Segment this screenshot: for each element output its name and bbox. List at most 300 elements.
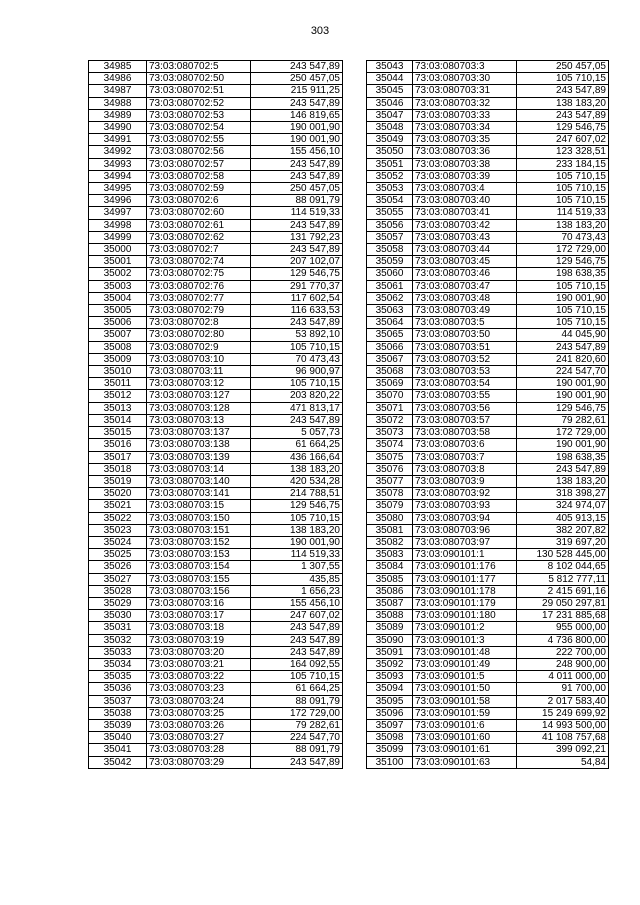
table-row: [367, 488, 609, 500]
row-number-cell: 35073: [367, 427, 413, 439]
cadastral-number-cell: 73:03:080703:28: [147, 744, 251, 756]
cadastral-number-cell: 73:03:080703:155: [147, 573, 251, 585]
value-cell: 15 249 699,92: [517, 707, 609, 719]
value-cell: 190 001,90: [517, 439, 609, 451]
value-cell: 190 001,90: [517, 378, 609, 390]
value-cell: 53 892,10: [251, 329, 343, 341]
row-number-cell: 35019: [89, 475, 147, 487]
value-cell: 114 519,33: [517, 207, 609, 219]
table-row: [367, 500, 609, 512]
value-cell: 955 000,00: [517, 622, 609, 634]
value-cell: 382 207,82: [517, 524, 609, 536]
table-row: [89, 500, 343, 512]
row-number-cell: 35045: [367, 85, 413, 97]
row-number-cell: 35023: [89, 524, 147, 536]
table-row: [367, 280, 609, 292]
row-number-cell: 35033: [89, 646, 147, 658]
value-cell: 17 231 885,68: [517, 610, 609, 622]
table-row: [367, 585, 609, 597]
cadastral-number-cell: 73:03:080703:43: [413, 231, 517, 243]
table-row: [89, 390, 343, 402]
cadastral-number-cell: 73:03:080703:4: [413, 183, 517, 195]
row-number-cell: 35092: [367, 658, 413, 670]
value-cell: 61 664,25: [251, 439, 343, 451]
table-row: [367, 597, 609, 609]
table-row: [89, 671, 343, 683]
row-number-cell: 35034: [89, 658, 147, 670]
cadastral-number-cell: 73:03:080703:48: [413, 292, 517, 304]
value-cell: 1 307,55: [251, 561, 343, 573]
table-row: [89, 244, 343, 256]
value-cell: 214 788,51: [251, 488, 343, 500]
cadastral-number-cell: 73:03:080703:127: [147, 390, 251, 402]
row-number-cell: 35095: [367, 695, 413, 707]
value-cell: 5 812 777,11: [517, 573, 609, 585]
table-row: [89, 158, 343, 170]
value-cell: 70 473,43: [251, 353, 343, 365]
row-number-cell: 35024: [89, 536, 147, 548]
cadastral-number-cell: 73:03:090101:59: [413, 707, 517, 719]
value-cell: 70 473,43: [517, 231, 609, 243]
cadastral-number-cell: 73:03:080702:74: [147, 256, 251, 268]
row-number-cell: 35078: [367, 488, 413, 500]
cadastral-number-cell: 73:03:080703:35: [413, 134, 517, 146]
cadastral-number-cell: 73:03:080703:27: [147, 732, 251, 744]
table-row: [89, 610, 343, 622]
cadastral-number-cell: 73:03:080703:10: [147, 353, 251, 365]
cadastral-number-cell: 73:03:080703:36: [413, 146, 517, 158]
row-number-cell: 35088: [367, 610, 413, 622]
row-number-cell: 35006: [89, 317, 147, 329]
row-number-cell: 35031: [89, 622, 147, 634]
cadastral-number-cell: 73:03:080703:6: [413, 439, 517, 451]
value-cell: 138 183,20: [517, 97, 609, 109]
value-cell: 190 001,90: [251, 122, 343, 134]
cadastral-number-cell: 73:03:080703:52: [413, 353, 517, 365]
cadastral-number-cell: 73:03:080703:97: [413, 536, 517, 548]
row-number-cell: 34998: [89, 219, 147, 231]
table-row: [367, 122, 609, 134]
cadastral-number-cell: 73:03:080703:55: [413, 390, 517, 402]
value-cell: 105 710,15: [517, 170, 609, 182]
table-row: [89, 427, 343, 439]
cadastral-number-cell: 73:03:080703:20: [147, 646, 251, 658]
value-cell: 105 710,15: [517, 73, 609, 85]
cadastral-number-cell: 73:03:080703:96: [413, 524, 517, 536]
table-row: [89, 292, 343, 304]
table-row: [89, 536, 343, 548]
value-cell: 131 792,23: [251, 231, 343, 243]
table-row: [89, 353, 343, 365]
row-number-cell: 34985: [89, 61, 147, 73]
row-number-cell: 35072: [367, 414, 413, 426]
cadastral-number-cell: 73:03:090101:1: [413, 549, 517, 561]
table-row: [367, 341, 609, 353]
table-row: [89, 695, 343, 707]
value-cell: 138 183,20: [251, 463, 343, 475]
row-number-cell: 35012: [89, 390, 147, 402]
row-number-cell: 35020: [89, 488, 147, 500]
value-cell: 4 736 800,00: [517, 634, 609, 646]
row-number-cell: 35064: [367, 317, 413, 329]
value-cell: 318 398,27: [517, 488, 609, 500]
row-number-cell: 35082: [367, 536, 413, 548]
value-cell: 243 547,89: [517, 85, 609, 97]
table-row: [89, 622, 343, 634]
row-number-cell: 35015: [89, 427, 147, 439]
table-row: [89, 195, 343, 207]
value-cell: 79 282,61: [517, 414, 609, 426]
table-row: [367, 561, 609, 573]
table-row: [89, 219, 343, 231]
cadastral-number-cell: 73:03:080703:12: [147, 378, 251, 390]
cadastral-number-cell: 73:03:080703:41: [413, 207, 517, 219]
value-cell: 2 415 691,16: [517, 585, 609, 597]
table-row: [367, 414, 609, 426]
row-number-cell: 35008: [89, 341, 147, 353]
table-row: [367, 549, 609, 561]
value-cell: 79 282,61: [251, 719, 343, 731]
cadastral-number-cell: 73:03:080703:153: [147, 549, 251, 561]
value-cell: 243 547,89: [251, 244, 343, 256]
table-row: [89, 231, 343, 243]
cadastral-number-cell: 73:03:080703:21: [147, 658, 251, 670]
cadastral-number-cell: 73:03:080703:7: [413, 451, 517, 463]
cadastral-number-cell: 73:03:080702:53: [147, 109, 251, 121]
table-row: [367, 329, 609, 341]
value-cell: 203 820,22: [251, 390, 343, 402]
table-row: [89, 61, 343, 73]
value-cell: 88 091,79: [251, 195, 343, 207]
row-number-cell: 35071: [367, 402, 413, 414]
table-row: [367, 610, 609, 622]
row-number-cell: 35056: [367, 219, 413, 231]
value-cell: 105 710,15: [517, 183, 609, 195]
value-cell: 105 710,15: [517, 305, 609, 317]
row-number-cell: 35011: [89, 378, 147, 390]
cadastral-number-cell: 73:03:080703:16: [147, 597, 251, 609]
table-row: [367, 170, 609, 182]
table-row: [89, 73, 343, 85]
row-number-cell: 34989: [89, 109, 147, 121]
row-number-cell: 35065: [367, 329, 413, 341]
value-cell: 114 519,33: [251, 207, 343, 219]
table-row: [89, 378, 343, 390]
value-cell: 233 184,15: [517, 158, 609, 170]
cadastral-number-cell: 73:03:080703:151: [147, 524, 251, 536]
table-row: [367, 402, 609, 414]
cadastral-number-cell: 73:03:080703:15: [147, 500, 251, 512]
table-row: [367, 353, 609, 365]
row-number-cell: 35089: [367, 622, 413, 634]
value-cell: 319 697,20: [517, 536, 609, 548]
table-row: [89, 475, 343, 487]
row-number-cell: 35076: [367, 463, 413, 475]
cadastral-number-cell: 73:03:080702:50: [147, 73, 251, 85]
table-row: [367, 292, 609, 304]
cadastral-number-cell: 73:03:080703:34: [413, 122, 517, 134]
value-cell: 243 547,89: [251, 97, 343, 109]
table-row: [89, 744, 343, 756]
cadastral-number-cell: 73:03:080703:53: [413, 366, 517, 378]
table-row: [367, 475, 609, 487]
row-number-cell: 35083: [367, 549, 413, 561]
row-number-cell: 35026: [89, 561, 147, 573]
cadastral-number-cell: 73:03:090101:58: [413, 695, 517, 707]
value-cell: 105 710,15: [251, 341, 343, 353]
table-row: [89, 549, 343, 561]
table-row: [367, 134, 609, 146]
value-cell: 138 183,20: [251, 524, 343, 536]
row-number-cell: 35063: [367, 305, 413, 317]
value-cell: 2 017 583,40: [517, 695, 609, 707]
value-cell: 420 534,28: [251, 475, 343, 487]
row-number-cell: 35018: [89, 463, 147, 475]
value-cell: 41 108 757,68: [517, 732, 609, 744]
cadastral-number-cell: 73:03:080703:24: [147, 695, 251, 707]
row-number-cell: 35099: [367, 744, 413, 756]
value-cell: 105 710,15: [517, 280, 609, 292]
table-row: [367, 231, 609, 243]
table-row: [89, 146, 343, 158]
row-number-cell: 35039: [89, 719, 147, 731]
cadastral-number-cell: 73:03:090101:5: [413, 671, 517, 683]
value-cell: 291 770,37: [251, 280, 343, 292]
cadastral-number-cell: 73:03:080703:39: [413, 170, 517, 182]
value-cell: 123 328,51: [517, 146, 609, 158]
cadastral-number-cell: 73:03:090101:50: [413, 683, 517, 695]
value-cell: 172 729,00: [517, 244, 609, 256]
value-cell: 190 001,90: [251, 536, 343, 548]
value-cell: 190 001,90: [517, 292, 609, 304]
table-row: [89, 256, 343, 268]
cadastral-number-cell: 73:03:090101:49: [413, 658, 517, 670]
value-cell: 243 547,89: [251, 61, 343, 73]
table-row: [89, 317, 343, 329]
row-number-cell: 35093: [367, 671, 413, 683]
value-cell: 8 102 044,65: [517, 561, 609, 573]
row-number-cell: 35001: [89, 256, 147, 268]
row-number-cell: 35057: [367, 231, 413, 243]
table-row: [89, 463, 343, 475]
value-cell: 91 700,00: [517, 683, 609, 695]
cadastral-number-cell: 73:03:080703:92: [413, 488, 517, 500]
cadastral-number-cell: 73:03:080703:26: [147, 719, 251, 731]
table-row: [89, 646, 343, 658]
row-number-cell: 35028: [89, 585, 147, 597]
row-number-cell: 35084: [367, 561, 413, 573]
value-cell: 105 710,15: [517, 195, 609, 207]
row-number-cell: 35049: [367, 134, 413, 146]
cadastral-number-cell: 73:03:080702:58: [147, 170, 251, 182]
row-number-cell: 35048: [367, 122, 413, 134]
cadastral-number-cell: 73:03:080703:44: [413, 244, 517, 256]
value-cell: 105 710,15: [517, 317, 609, 329]
cadastral-number-cell: 73:03:090101:48: [413, 646, 517, 658]
value-cell: 1 656,23: [251, 585, 343, 597]
row-number-cell: 35035: [89, 671, 147, 683]
value-cell: 247 607,02: [517, 134, 609, 146]
value-cell: 129 546,75: [517, 256, 609, 268]
row-number-cell: 35030: [89, 610, 147, 622]
row-number-cell: 35037: [89, 695, 147, 707]
value-cell: 61 664,25: [251, 683, 343, 695]
cadastral-number-cell: 73:03:080703:3: [413, 61, 517, 73]
cadastral-number-cell: 73:03:090101:3: [413, 634, 517, 646]
value-cell: 405 913,15: [517, 512, 609, 524]
table-row: [367, 366, 609, 378]
row-number-cell: 35005: [89, 305, 147, 317]
row-number-cell: 35085: [367, 573, 413, 585]
table-row: [89, 341, 343, 353]
value-cell: 138 183,20: [517, 219, 609, 231]
table-row: [367, 451, 609, 463]
value-cell: 155 456,10: [251, 146, 343, 158]
row-number-cell: 35086: [367, 585, 413, 597]
table-row: [367, 219, 609, 231]
row-number-cell: 34993: [89, 158, 147, 170]
cadastral-number-cell: 73:03:080703:18: [147, 622, 251, 634]
row-number-cell: 35053: [367, 183, 413, 195]
table-row: [367, 109, 609, 121]
table-row: [367, 439, 609, 451]
cadastral-number-cell: 73:03:080703:32: [413, 97, 517, 109]
row-number-cell: 34999: [89, 231, 147, 243]
value-cell: 5 057,73: [251, 427, 343, 439]
table-row: [89, 402, 343, 414]
row-number-cell: 34986: [89, 73, 147, 85]
cadastral-number-cell: 73:03:090101:2: [413, 622, 517, 634]
cadastral-number-cell: 73:03:080703:14: [147, 463, 251, 475]
table-row: [89, 109, 343, 121]
value-cell: 130 528 445,00: [517, 549, 609, 561]
value-cell: 243 547,89: [251, 634, 343, 646]
cadastral-number-cell: 73:03:080703:5: [413, 317, 517, 329]
row-number-cell: 35060: [367, 268, 413, 280]
table-row: [89, 707, 343, 719]
value-cell: 243 547,89: [251, 170, 343, 182]
row-number-cell: 35000: [89, 244, 147, 256]
value-cell: 436 166,64: [251, 451, 343, 463]
value-cell: 243 547,89: [251, 219, 343, 231]
table-row: [367, 719, 609, 731]
cadastral-number-cell: 73:03:080703:22: [147, 671, 251, 683]
value-cell: 250 457,05: [251, 73, 343, 85]
cadastral-number-cell: 73:03:080703:45: [413, 256, 517, 268]
table-row: [367, 671, 609, 683]
value-cell: 129 546,75: [517, 402, 609, 414]
table-row: [367, 183, 609, 195]
row-number-cell: 35021: [89, 500, 147, 512]
cadastral-number-cell: 73:03:080703:13: [147, 414, 251, 426]
cadastral-number-cell: 73:03:090101:180: [413, 610, 517, 622]
cadastral-number-cell: 73:03:080702:6: [147, 195, 251, 207]
table-row: [367, 256, 609, 268]
table-row: [89, 488, 343, 500]
table-row: [89, 122, 343, 134]
row-number-cell: 35027: [89, 573, 147, 585]
value-cell: 243 547,89: [251, 158, 343, 170]
row-number-cell: 35014: [89, 414, 147, 426]
table-row: [367, 658, 609, 670]
cadastral-number-cell: 73:03:090101:176: [413, 561, 517, 573]
row-number-cell: 35081: [367, 524, 413, 536]
cadastral-number-cell: 73:03:090101:60: [413, 732, 517, 744]
table-row: [367, 463, 609, 475]
table-row: [89, 366, 343, 378]
table-row: [367, 524, 609, 536]
cadastral-number-cell: 73:03:080702:56: [147, 146, 251, 158]
value-cell: 116 633,53: [251, 305, 343, 317]
cadastral-number-cell: 73:03:080703:128: [147, 402, 251, 414]
row-number-cell: 34994: [89, 170, 147, 182]
row-number-cell: 35074: [367, 439, 413, 451]
value-cell: 129 546,75: [251, 500, 343, 512]
table-row: [89, 268, 343, 280]
value-cell: 190 001,90: [517, 390, 609, 402]
row-number-cell: 35052: [367, 170, 413, 182]
table-row: [89, 524, 343, 536]
value-cell: 243 547,89: [251, 646, 343, 658]
table-row: [367, 244, 609, 256]
row-number-cell: 35004: [89, 292, 147, 304]
table-row: [367, 756, 609, 768]
table-row: [367, 85, 609, 97]
cadastral-number-cell: 73:03:080703:49: [413, 305, 517, 317]
value-cell: 250 457,05: [251, 183, 343, 195]
cadastral-number-cell: 73:03:080703:58: [413, 427, 517, 439]
value-cell: 29 050 297,81: [517, 597, 609, 609]
row-number-cell: 35017: [89, 451, 147, 463]
row-number-cell: 35003: [89, 280, 147, 292]
row-number-cell: 35079: [367, 500, 413, 512]
table-row: [89, 305, 343, 317]
table-row: [367, 97, 609, 109]
cadastral-number-cell: 73:03:080703:137: [147, 427, 251, 439]
cadastral-number-cell: 73:03:080702:5: [147, 61, 251, 73]
row-number-cell: 35044: [367, 73, 413, 85]
cadastral-number-cell: 73:03:090101:63: [413, 756, 517, 768]
cadastral-number-cell: 73:03:080703:93: [413, 500, 517, 512]
cadastral-number-cell: 73:03:080703:19: [147, 634, 251, 646]
value-cell: 129 546,75: [517, 122, 609, 134]
value-cell: 198 638,35: [517, 451, 609, 463]
row-number-cell: 35047: [367, 109, 413, 121]
row-number-cell: 35040: [89, 732, 147, 744]
cadastral-number-cell: 73:03:080703:138: [147, 439, 251, 451]
cadastral-number-cell: 73:03:080703:17: [147, 610, 251, 622]
value-cell: 190 001,90: [251, 134, 343, 146]
cadastral-number-cell: 73:03:080703:30: [413, 73, 517, 85]
table-row: [89, 451, 343, 463]
value-cell: 129 546,75: [251, 268, 343, 280]
row-number-cell: 35054: [367, 195, 413, 207]
value-cell: 207 102,07: [251, 256, 343, 268]
table-row: [367, 646, 609, 658]
data-table-left: [88, 60, 343, 769]
cadastral-number-cell: 73:03:080703:54: [413, 378, 517, 390]
data-table-right: [366, 60, 609, 769]
row-number-cell: 35098: [367, 732, 413, 744]
value-cell: 399 092,21: [517, 744, 609, 756]
cadastral-number-cell: 73:03:080703:156: [147, 585, 251, 597]
value-cell: 96 900,97: [251, 366, 343, 378]
value-cell: 172 729,00: [517, 427, 609, 439]
value-cell: 114 519,33: [251, 549, 343, 561]
row-number-cell: 34987: [89, 85, 147, 97]
value-cell: 247 607,02: [251, 610, 343, 622]
cadastral-number-cell: 73:03:090101:6: [413, 719, 517, 731]
